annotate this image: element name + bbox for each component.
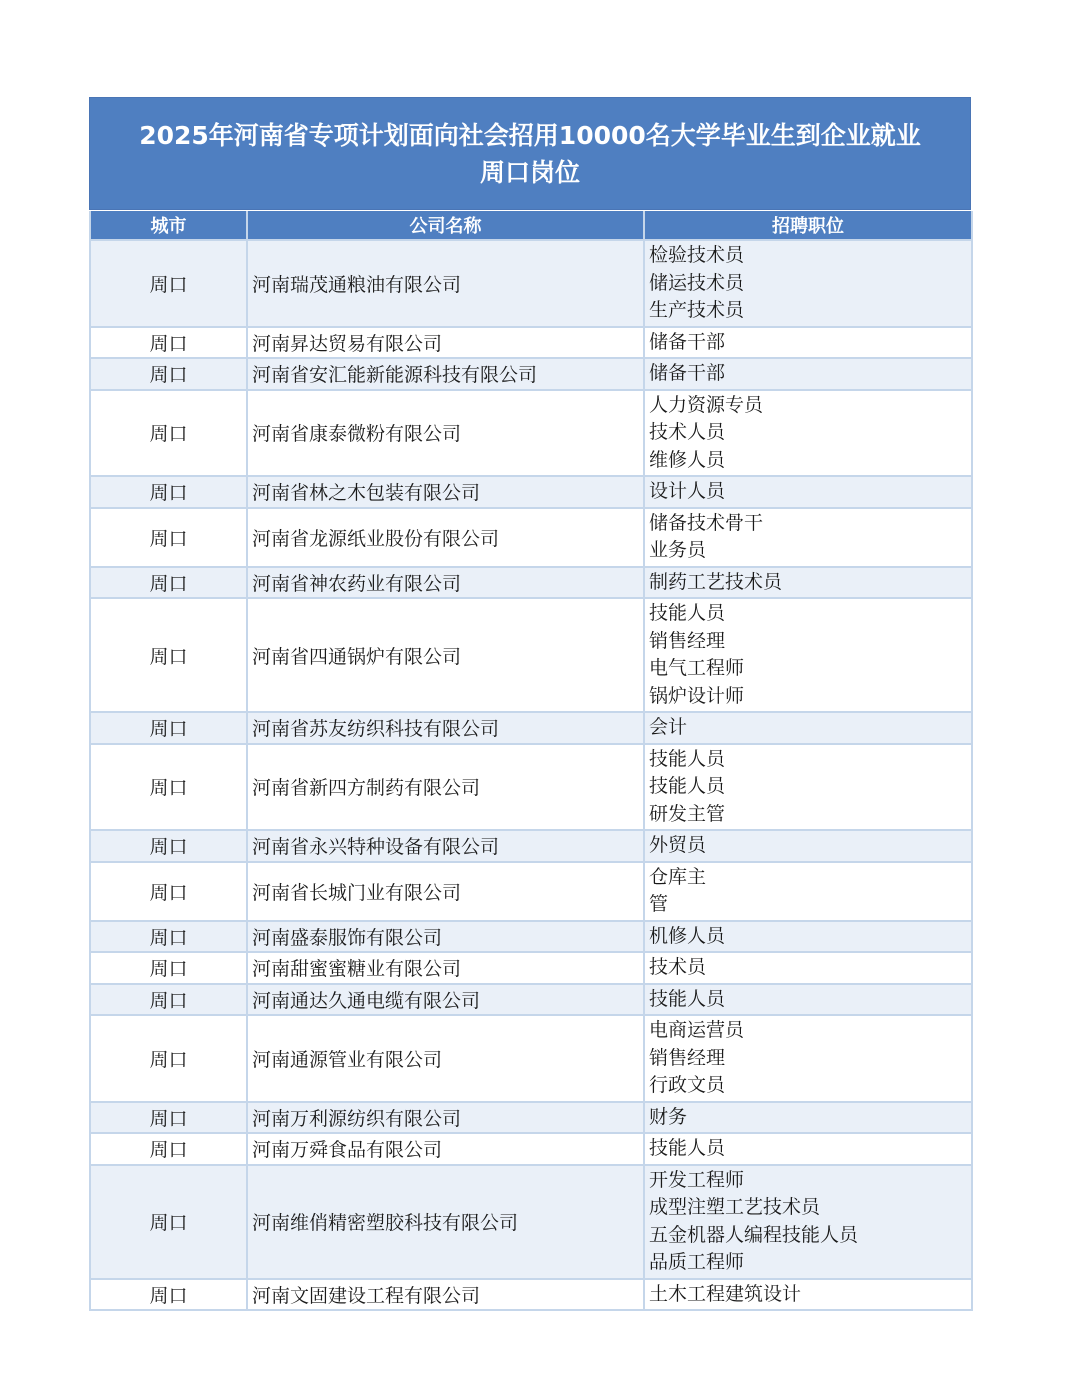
position-item: 储备干部 bbox=[649, 362, 726, 384]
cell-city: 周口 bbox=[90, 390, 247, 477]
cell-positions bbox=[644, 327, 972, 359]
position-item: 机修人员 bbox=[649, 924, 726, 947]
position-item: 会计 bbox=[649, 716, 688, 738]
position-item: 储备技术骨干 bbox=[649, 511, 764, 534]
cell-company: 河南通达久通电缆有限公司 bbox=[247, 984, 644, 1016]
cell-company: 河南省林之木包装有限公司 bbox=[247, 476, 644, 508]
position-item: 研发主管 bbox=[649, 802, 726, 825]
table-row bbox=[90, 830, 972, 862]
position-item: 锅炉设计师 bbox=[649, 684, 745, 707]
cell-company: 河南省长城门业有限公司 bbox=[247, 862, 644, 921]
cell-positions bbox=[644, 1133, 972, 1165]
cell-company: 河南甜蜜蜜糖业有限公司 bbox=[247, 952, 644, 984]
table-row bbox=[90, 984, 972, 1016]
table-row bbox=[90, 476, 972, 508]
title-line-1: 2025年河南省专项计划面向社会招用10000名大学毕业生到企业就业 bbox=[139, 120, 921, 150]
cell-city: 周口 bbox=[90, 830, 247, 862]
cell-positions bbox=[644, 240, 972, 327]
position-item: 土木工程建筑设计 bbox=[649, 1282, 802, 1305]
position-item: 销售经理 bbox=[649, 1046, 726, 1069]
cell-city: 周口 bbox=[90, 327, 247, 359]
cell-city: 周口 bbox=[90, 598, 247, 712]
table-row bbox=[90, 598, 972, 712]
position-item: 业务员 bbox=[649, 539, 707, 561]
cell-city: 周口 bbox=[90, 921, 247, 953]
cell-city: 周口 bbox=[90, 508, 247, 567]
position-item: 检验技术员 bbox=[649, 244, 745, 266]
table-row bbox=[90, 327, 972, 359]
table-row bbox=[90, 744, 972, 831]
cell-city: 周口 bbox=[90, 1015, 247, 1102]
cell-city: 周口 bbox=[90, 862, 247, 921]
position-item: 品质工程师 bbox=[649, 1251, 745, 1273]
cell-company: 河南昇达贸易有限公司 bbox=[247, 327, 644, 359]
position-item: 成型注塑工艺技术员 bbox=[649, 1196, 821, 1218]
table-row bbox=[90, 358, 972, 390]
position-item: 技能人员 bbox=[649, 1137, 726, 1159]
cell-positions bbox=[644, 921, 972, 953]
header-city: 城市 bbox=[90, 211, 247, 240]
cell-company: 河南万舜食品有限公司 bbox=[247, 1133, 644, 1165]
position-item: 销售经理 bbox=[649, 629, 726, 652]
table-row bbox=[90, 1165, 972, 1279]
title-line-2: 周口岗位 bbox=[479, 157, 580, 187]
position-item: 行政文员 bbox=[649, 1074, 726, 1096]
cell-city: 周口 bbox=[90, 984, 247, 1016]
cell-city: 周口 bbox=[90, 1102, 247, 1134]
cell-company: 河南万利源纺织有限公司 bbox=[247, 1102, 644, 1134]
position-item: 生产技术员 bbox=[649, 299, 745, 321]
table-row bbox=[90, 1133, 972, 1165]
position-item: 维修人员 bbox=[649, 448, 726, 471]
cell-positions bbox=[644, 862, 972, 921]
cell-city: 周口 bbox=[90, 744, 247, 831]
position-item: 财务 bbox=[649, 1105, 688, 1128]
cell-positions bbox=[644, 830, 972, 862]
position-item: 技能人员 bbox=[649, 775, 726, 797]
cell-company: 河南盛泰服饰有限公司 bbox=[247, 921, 644, 953]
cell-company: 河南通源管业有限公司 bbox=[247, 1015, 644, 1102]
position-item: 技能人员 bbox=[649, 602, 726, 624]
cell-company: 河南省四通锅炉有限公司 bbox=[247, 598, 644, 712]
cell-positions bbox=[644, 1015, 972, 1102]
cell-city: 周口 bbox=[90, 952, 247, 984]
header-row bbox=[90, 211, 972, 240]
cell-positions bbox=[644, 476, 972, 508]
table-row bbox=[90, 862, 972, 921]
cell-company: 河南省苏友纺织科技有限公司 bbox=[247, 712, 644, 744]
jobs-table bbox=[89, 211, 973, 1311]
table-row bbox=[90, 390, 972, 477]
position-item: 电气工程师 bbox=[649, 657, 745, 679]
cell-positions bbox=[644, 508, 972, 567]
cell-positions bbox=[644, 744, 972, 831]
cell-positions bbox=[644, 358, 972, 390]
cell-company: 河南省新四方制药有限公司 bbox=[247, 744, 644, 831]
table-row bbox=[90, 921, 972, 953]
position-item: 人力资源专员 bbox=[649, 393, 764, 416]
position-item: 外贸员 bbox=[649, 834, 707, 856]
position-item: 管 bbox=[649, 893, 669, 915]
cell-positions bbox=[644, 712, 972, 744]
cell-city: 周口 bbox=[90, 358, 247, 390]
position-item: 技术人员 bbox=[649, 421, 726, 443]
table-body bbox=[90, 240, 972, 1310]
cell-positions bbox=[644, 567, 972, 599]
table-row bbox=[90, 1102, 972, 1134]
cell-city: 周口 bbox=[90, 1279, 247, 1311]
cell-company: 河南省神农药业有限公司 bbox=[247, 567, 644, 599]
position-item: 储备干部 bbox=[649, 330, 726, 353]
cell-city: 周口 bbox=[90, 476, 247, 508]
cell-city: 周口 bbox=[90, 567, 247, 599]
cell-company: 河南省康泰微粉有限公司 bbox=[247, 390, 644, 477]
title-banner bbox=[89, 97, 971, 210]
position-item: 技能人员 bbox=[649, 747, 726, 770]
table-row bbox=[90, 567, 972, 599]
position-item: 开发工程师 bbox=[649, 1168, 745, 1191]
position-item: 制药工艺技术员 bbox=[649, 570, 783, 593]
cell-company: 河南省龙源纸业股份有限公司 bbox=[247, 508, 644, 567]
cell-positions bbox=[644, 1279, 972, 1311]
cell-city: 周口 bbox=[90, 1165, 247, 1279]
cell-city: 周口 bbox=[90, 240, 247, 327]
cell-positions bbox=[644, 1165, 972, 1279]
position-item: 电商运营员 bbox=[649, 1019, 745, 1041]
position-item: 技术员 bbox=[649, 956, 707, 978]
cell-positions bbox=[644, 952, 972, 984]
header-company: 公司名称 bbox=[247, 211, 644, 240]
job-listing-sheet bbox=[89, 97, 971, 1311]
position-item: 仓库主 bbox=[649, 865, 707, 888]
cell-company: 河南瑞茂通粮油有限公司 bbox=[247, 240, 644, 327]
table-row bbox=[90, 240, 972, 327]
table-row bbox=[90, 508, 972, 567]
cell-company: 河南省安汇能新能源科技有限公司 bbox=[247, 358, 644, 390]
cell-city: 周口 bbox=[90, 1133, 247, 1165]
table-row bbox=[90, 1279, 972, 1311]
table-row bbox=[90, 952, 972, 984]
position-item: 五金机器人编程技能人员 bbox=[649, 1223, 859, 1246]
position-item: 技能人员 bbox=[649, 987, 726, 1010]
table-row bbox=[90, 1015, 972, 1102]
header-positions: 招聘职位 bbox=[644, 211, 972, 240]
cell-company: 河南省永兴特种设备有限公司 bbox=[247, 830, 644, 862]
cell-company: 河南文固建设工程有限公司 bbox=[247, 1279, 644, 1311]
cell-city: 周口 bbox=[90, 712, 247, 744]
cell-positions bbox=[644, 390, 972, 477]
cell-positions bbox=[644, 984, 972, 1016]
cell-positions bbox=[644, 598, 972, 712]
position-item: 储运技术员 bbox=[649, 271, 745, 294]
cell-positions bbox=[644, 1102, 972, 1134]
position-item: 设计人员 bbox=[649, 480, 726, 502]
table-row bbox=[90, 712, 972, 744]
cell-company: 河南维俏精密塑胶科技有限公司 bbox=[247, 1165, 644, 1279]
